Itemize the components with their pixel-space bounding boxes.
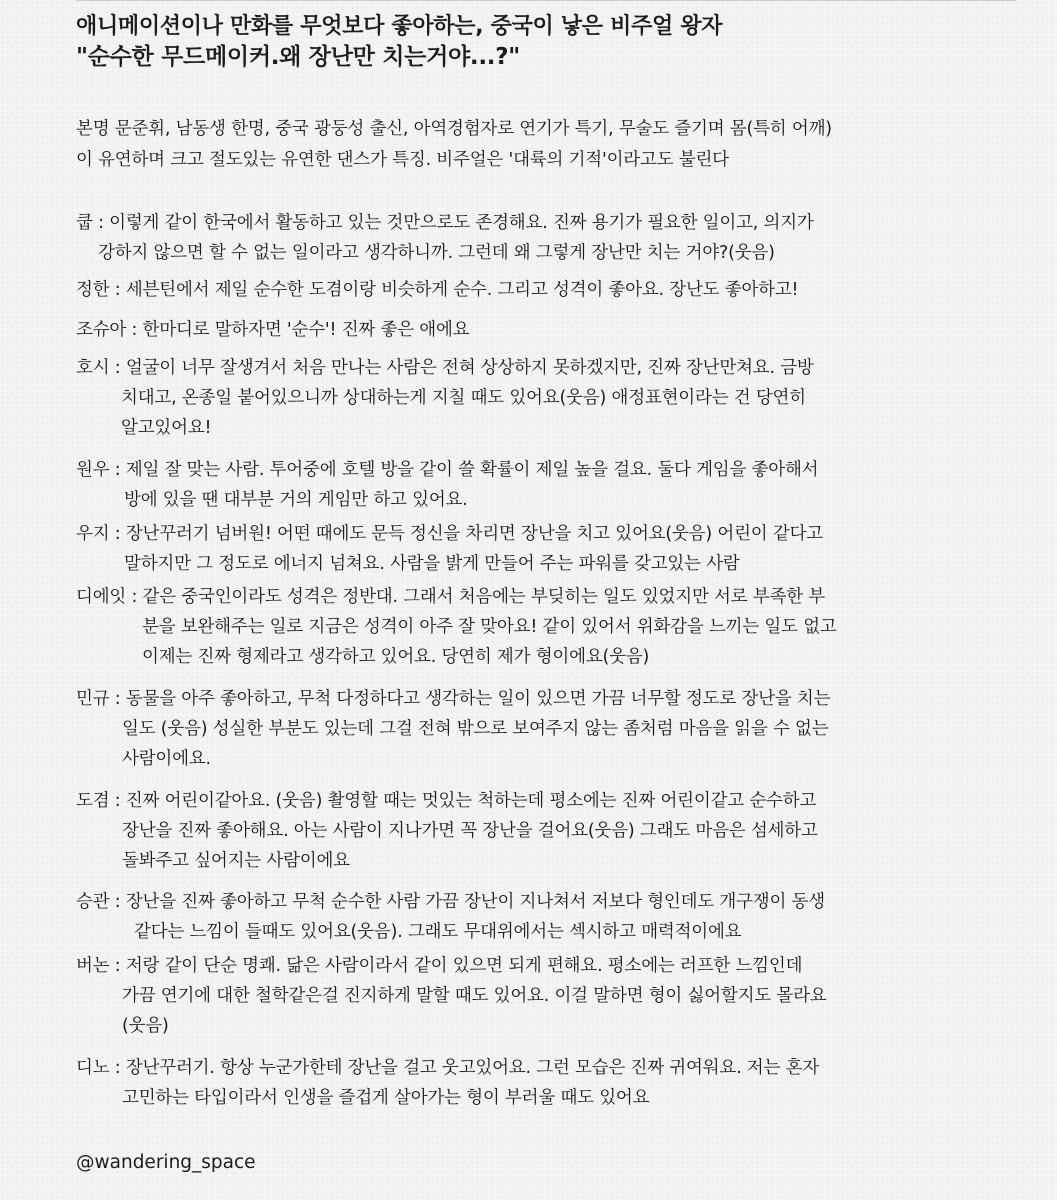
comment-line: 이제는 진짜 형제라고 생각하고 있어요. 당연히 제가 형이에요(웃음): [142, 647, 650, 667]
page-title: [76, 12, 1026, 72]
author-handle: @wandering_space: [76, 1152, 256, 1173]
comment-line: 조슈아 : 한마디로 말하자면 '순수'! 진짜 좋은 애에요: [76, 320, 470, 340]
comment-line: 민규 : 동물을 아주 좋아하고, 무척 다정하다고 생각하는 일이 있으면 가끔 너무할 정도로 장난을 치는: [76, 689, 831, 709]
comment-line: 사람이에요.: [122, 749, 211, 769]
comment-line: 치대고, 온종일 붙어있으니까 상대하는게 지칠 때도 있어요(웃음) 애정표현이라는 건 당연히: [121, 388, 806, 408]
comment-line: 버논 : 저랑 같이 단순 명쾌. 닮은 사람이라서 같이 있으면 되게 편해요. 평소에는 러프한 느낌인데: [76, 956, 803, 976]
comment-line: (웃음): [122, 1016, 169, 1036]
top-divider: [76, 0, 1016, 1]
comment-entry-wonwoo: [76, 455, 1036, 515]
comment-line: 돌봐주고 싶어지는 사람이에요: [122, 851, 350, 871]
comment-line: 도겸 : 진짜 어린이같아요. (웃음) 촬영할 때는 멋있는 척하는데 평소에는 진짜 어린이같고 순수하고: [76, 791, 817, 811]
comment-line: 방에 있을 땐 대부분 거의 게임만 하고 있어요.: [124, 490, 468, 510]
comment-line: 승관 : 장난을 진짜 좋아하고 무척 순수한 사람 가끔 장난이 지나쳐서 저보다 형인데도 개구쟁이 동생: [76, 892, 825, 912]
comment-line: 우지 : 장난꾸러기 넘버원! 어떤 때에도 문득 정신을 차리면 장난을 치고 있어요(웃음) 어린이 같다고: [76, 524, 823, 544]
comment-line: 분을 보완해주는 일로 지금은 성격이 아주 잘 맞아요! 같이 있어서 위화감을 느끼는 일도 없고: [142, 617, 837, 637]
intro-line-1: 본명 문준휘, 남동생 한명, 중국 광둥성 출신, 아역경험자로 연기가 특기, 무술도 즐기며 몸(특히 어깨): [76, 119, 832, 139]
comment-entry-dk: [76, 786, 1036, 876]
comment-line: 가끔 연기에 대한 철학같은걸 진지하게 말할 때도 있어요. 이걸 말하면 형이 싫어할지도 몰라요: [122, 986, 827, 1006]
comment-line: 강하지 않으면 할 수 없는 일이라고 생각하니까. 그런데 왜 그렇게 장난만 치는 거야?(웃음): [98, 243, 775, 263]
comment-line: 같다는 느낌이 들때도 있어요(웃음). 그래도 무대위에서는 섹시하고 매력적이에요: [134, 922, 742, 942]
comment-line: 원우 : 제일 잘 맞는 사람. 투어중에 호텔 방을 같이 쓸 확률이 제일 높을 걸요. 둘다 게임을 좋아해서: [76, 460, 819, 480]
intro-line-2: 이 유연하며 크고 절도있는 유연한 댄스가 특징. 비주얼은 '대륙의 기적'이라고도 불린다: [76, 150, 729, 170]
comment-entry-dino: [76, 1053, 1036, 1113]
comment-entry-the8: [76, 582, 1036, 672]
comment-entry-jeonghan: [76, 275, 1036, 305]
comment-entry-seungkwan: [76, 887, 1036, 947]
comment-entry-vernon: [76, 951, 1036, 1041]
comment-entry-woozi: [76, 519, 1036, 579]
comment-entry-joshua: [76, 315, 1036, 345]
comment-entry-mingyu: [76, 684, 1036, 774]
title-line-1: 애니메이션이나 만화를 무엇보다 좋아하는, 중국이 낳은 비주얼 왕자: [76, 14, 723, 39]
comment-entry-coups: [76, 208, 1036, 268]
comment-entry-hoshi: [76, 353, 1036, 443]
comment-line: 디노 : 장난꾸러기. 항상 누군가한테 장난을 걸고 웃고있어요. 그런 모습은 진짜 귀여워요. 저는 혼자: [76, 1058, 819, 1078]
comment-line: 장난을 진짜 좋아해요. 아는 사람이 지나가면 꼭 장난을 걸어요(웃음) 그래도 마음은 섬세하고: [122, 821, 818, 841]
comment-line: 쿱 : 이렇게 같이 한국에서 활동하고 있는 것만으로도 존경해요. 진짜 용기가 필요한 일이고, 의지가: [76, 213, 814, 233]
comment-line: 말하지만 그 정도로 에너지 넘쳐요. 사람을 밝게 만들어 주는 파워를 갖고있는 사람: [124, 554, 740, 574]
comment-line: 정한 : 세븐틴에서 제일 순수한 도겸이랑 비슷하게 순수. 그리고 성격이 좋아요. 장난도 좋아하고!: [76, 280, 799, 300]
comment-line: 호시 : 얼굴이 너무 잘생겨서 처음 만나는 사람은 전혀 상상하지 못하겠지만, 진짜 장난만쳐요. 금방: [76, 358, 814, 378]
intro-paragraph: [76, 114, 1026, 176]
comment-line: 알고있어요!: [121, 418, 212, 438]
title-line-2: "순수한 무드메이커.왜 장난만 치는거야...?": [76, 44, 520, 70]
comment-line: 일도 (웃음) 성실한 부분도 있는데 그걸 전혀 밖으로 보여주지 않는 좀처럼 마음을 읽을 수 없는: [122, 719, 829, 739]
comment-line: 고민하는 타입이라서 인생을 즐겁게 살아가는 형이 부러울 때도 있어요: [122, 1088, 650, 1108]
comment-line: 디에잇 : 같은 중국인이라도 성격은 정반대. 그래서 처음에는 부딪히는 일도 있었지만 서로 부족한 부: [76, 587, 825, 607]
